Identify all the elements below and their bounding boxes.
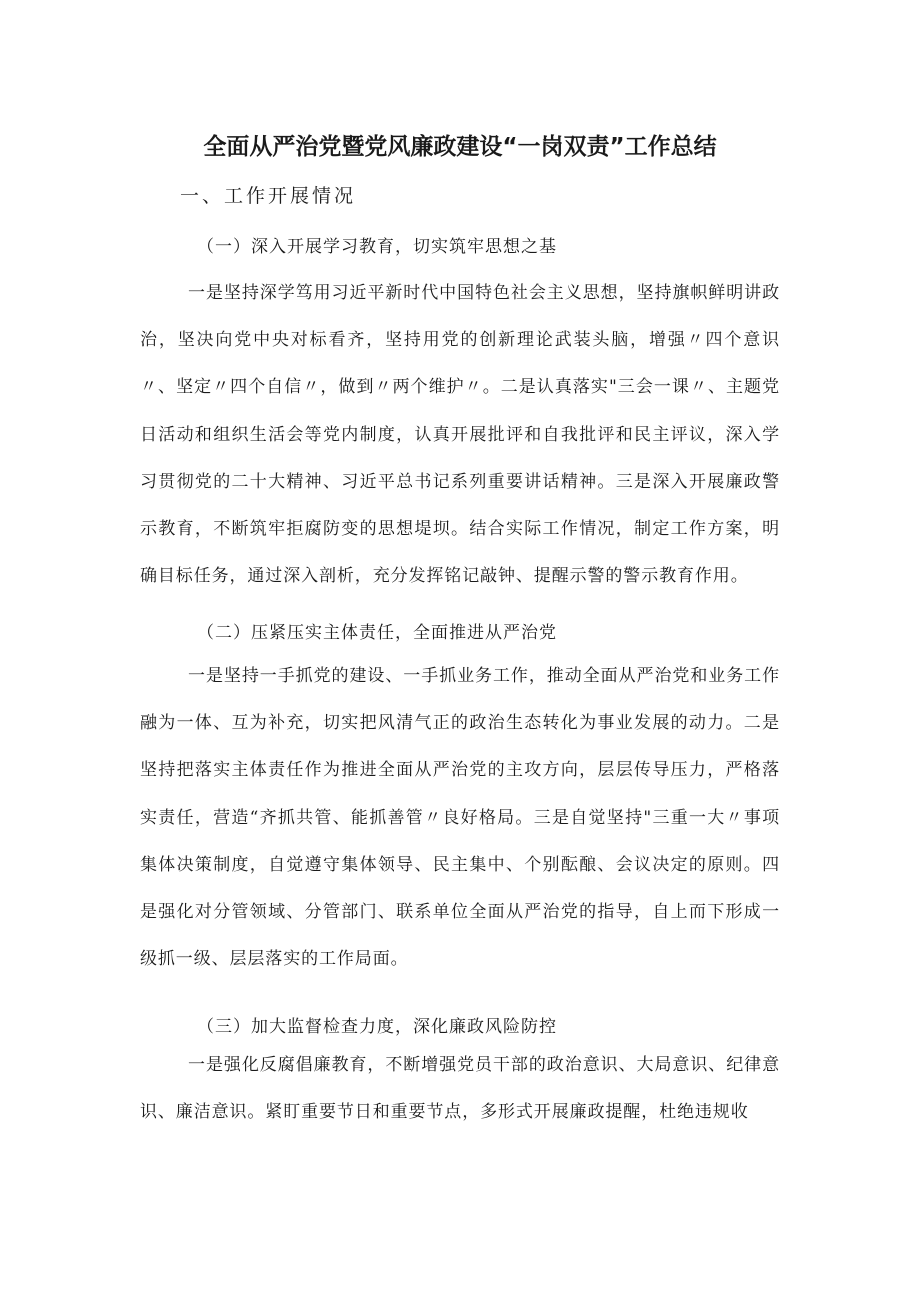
subsection-heading-1: （一）深入开展学习教育，切实筑牢思想之基 (197, 237, 557, 257)
paragraph-2: 一是坚持一手抓党的建设、一手抓业务工作，推动全面从严治党和业务工作融为一体、互为补充，切实把风清气正的政治生态转化为事业发展的动力。二是坚持把落实主体责任作为推进全面从严治党的主攻方向，层层传导压力，严格落实责任，营造“齐抓共管、能抓善管〃良好格局。三是自觉坚持"三重一大〃事项集体决策制度，自觉遵守集体领导、民主集中、个别酝酿、会议决定的原则。四是强化对分管领域、分管部门、联系单位全面从严治党的指导，自上而下形成一级抓一级、层层落实的工作局面。 (140, 666, 780, 970)
paragraph-1: 一是坚持深学笃用习近平新时代中国特色社会主义思想，坚持旗帜鲜明讲政治，坚决向党中央对标看齐，坚持用党的创新理论武装头脑，增强〃四个意识〃、坚定〃四个自信〃，做到〃两个维护〃。二是认真落实"三会一课〃、主题党日活动和组织生活会等党内制度，认真开展批评和自我批评和民主评议，深入学习贯彻党的二十大精神、习近平总书记系列重要讲话精神。三是深入开展廉政警示教育，不断筑牢拒腐防变的思想堤坝。结合实际工作情况，制定工作方案，明确目标任务，通过深入剖析，充分发挥铭记敲钟、提醒示警的警示教育作用。 (140, 283, 780, 587)
paragraph-3: 一是强化反腐倡廉教育，不断增强党员干部的政治意识、大局意识、纪律意识、廉洁意识。紧盯重要节日和重要节点，多形式开展廉政提醒，杜绝违规收 (140, 1055, 780, 1123)
subsection-heading-2: （二）压紧压实主体责任，全面推进从严治党 (197, 623, 557, 643)
section-heading: 一、工作开展情况 (180, 185, 357, 207)
document-title: 全面从严治党暨党风廉政建设“一岗双责”工作总结 (203, 134, 717, 160)
subsection-heading-3: （三）加大监督检查力度，深化廉政风险防控 (197, 1017, 557, 1037)
